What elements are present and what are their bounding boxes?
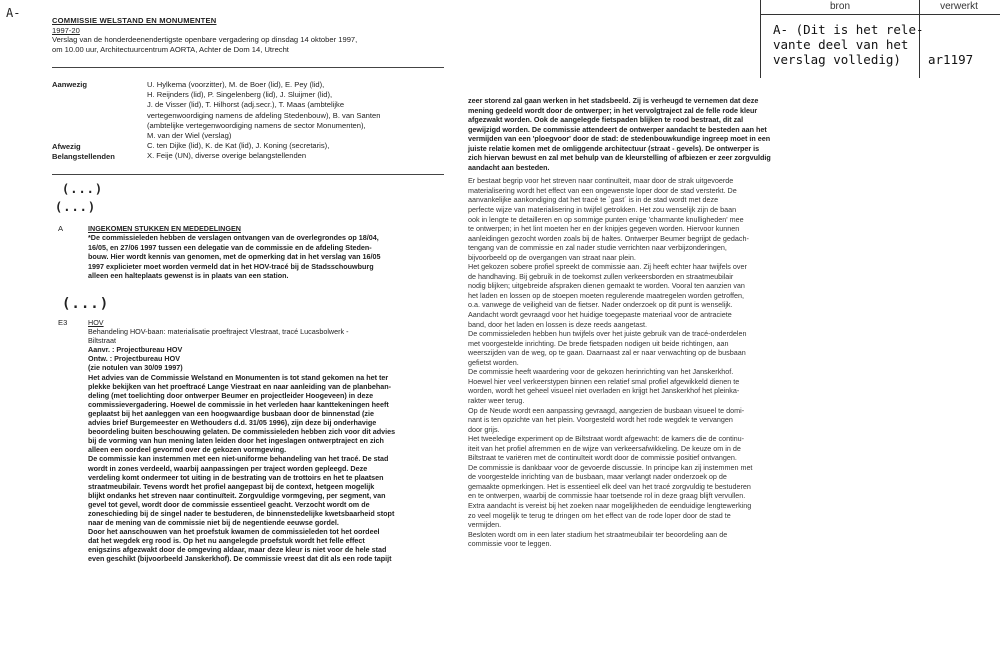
text-line: blijkt ondanks het streven naar continuïteit. Zorgvuldige vormgeving, per segment, van — [88, 490, 386, 500]
text-line: Het advies van de Commissie Welstand en Monumenten is tot stand gekomen na het ter — [88, 372, 389, 382]
right-column — [468, 96, 988, 549]
text-line: straatmeubilair. Tevens wordt het profiel aangepast bij de context, hetgeen mogelijk — [88, 481, 375, 491]
attendance-divider — [52, 174, 444, 175]
text-line: Het gekozen sobere profiel spreekt de commissie aan. Zij heeft echter haar twijfels over — [468, 262, 747, 272]
column-header-bron: bron — [761, 0, 919, 15]
text-line: worden, wordt het geheel visueel niet overladen en krijgt het Janskerkhof het pleinka- — [468, 386, 740, 396]
text-line: zeer storend zal gaan werken in het stadsbeeld. Zij is verheugd te vernemen dat deze — [468, 96, 759, 105]
section-e3-heading: HOV — [88, 318, 104, 327]
text-line: band, door het laden en lossen is deze reeds aangetast. — [468, 319, 648, 329]
header-divider — [52, 67, 444, 68]
text-line: bijvoorbeeld op de overgangen van straat naar plein. — [468, 252, 636, 262]
corner-mark: A- — [6, 6, 21, 20]
text-line: Besloten wordt om in een later stadium het straatmeubilair ter beoordeling aan de — [468, 529, 728, 539]
text-line: vermijden van een 'ploegvoor' door de stad: de stedenbouwkundige ingreep moet in een — [468, 134, 771, 144]
text-line: aanvankelijke aankondiging dat het tracé te `gast´ is in de stad wordt met deze — [468, 195, 719, 205]
stamp-note-line: verslag volledig) — [773, 52, 901, 67]
attendance-list — [147, 80, 447, 162]
text-line: het laden en lossen op de stoepen moeten regulerende maatregelen worden getroffen, — [468, 290, 744, 300]
text-line: gemaakte opmerkingen. Het is essentieel elk deel van het tracé zorgvuldig te bestuderen — [468, 481, 751, 491]
absent-line: C. ten Dijke (lid), K. de Kat (lid), J. Koning (secretaris), — [147, 141, 330, 151]
text-line: verdeling komt ondermeer tot uiting in de bestrating van de trottoirs en het te plaatsen — [88, 472, 384, 482]
text-line: gefietst worden. — [468, 357, 519, 367]
text-line: iteit van het profiel afremmen en de wijze van verkeersafwikkeling. De keuze om in de — [468, 443, 741, 453]
text-line: door grijs. — [468, 424, 500, 434]
column-verwerkt — [918, 0, 1000, 78]
text-line: ook in lengte te detailleren en op sommige punten enige 'charmante knulligheden' mee — [468, 214, 744, 224]
omission-marker: (...) — [62, 182, 104, 196]
text-line: De commissie kan instemmen met een niet-uniforme behandeling van het tracé. De stad — [88, 454, 389, 464]
text-line: Biltstraat — [88, 336, 116, 346]
text-line: commissievergadering. Hoewel de commissie in het verleden haar kanttekeningen heeft — [88, 399, 389, 409]
text-line: de handhaving. Bij gebruik in de toekomst zullen verkeersborden en straatmeubilair — [468, 271, 734, 281]
text-line: (zie notulen van 30/09 1997) — [88, 363, 183, 373]
text-line: zo veel mogelijk te terug te dringen om het effect van de rode loper door de stad te — [468, 510, 731, 520]
text-line: juiste relatie komen met de omliggende architectuur (straat - gevels). De ontwerper is — [468, 143, 760, 153]
text-line: wordt in zones verdeeld, waarbij aanpassingen per traject worden gepleegd. Deze — [88, 463, 368, 473]
text-line: aandacht aan besteden. — [468, 162, 550, 172]
text-line: Behandeling HOV-baan: materialisatie proeftraject Vlestraat, tracé Lucasbolwerk - — [88, 327, 349, 337]
omission-marker: (...) — [62, 296, 110, 312]
text-line: Biltstraat te variëren met de continuïteit wordt door de commissie positief ontvangen. — [468, 453, 737, 463]
text-line: bij de vorming van hun mening laten leiden door het ingeslagen ontwerptraject en zich — [88, 436, 384, 446]
text-line: beoordeling buiten beschouwing gelaten. De commissieleden hebben zich voor dit advies — [88, 427, 396, 437]
section-a-body — [88, 233, 448, 280]
text-line: de voorgestelde inrichting van de busbaan, maar verlangt nader onderzoek op de — [468, 472, 727, 482]
text-line: Door het aanschouwen van het proefstuk kwamen de commissieleden tot het oordeel — [88, 527, 380, 537]
omission-marker: (...) — [55, 200, 97, 214]
header-line: Verslag van de honderdeenendertigste openbare vergadering op dinsdag 14 oktober 1997, — [52, 35, 358, 45]
archive-code: ar1197 — [928, 52, 974, 67]
text-line: Extra aandacht is vereist bij het zoeken naar mogelijkheden de eenduidige lengtewerking — [468, 500, 752, 510]
text-line: bouw. Hier wordt kennis van genomen, met de opmerking dat in het verslag van 16/05 — [88, 252, 381, 262]
text-line: aanleidingen gezocht worden zoals bij de haltes. Ontwerper Beumer begrijpt de gedach- — [468, 233, 749, 243]
text-line: en te ontwerpen, waarbij de commissie haar toetsende rol in deze graag blijft vervullen. — [468, 491, 746, 501]
section-a — [88, 224, 448, 280]
text-line: geplaatst bij het aanleggen van een hoogwaardige busbaan door de binnenstad (zie — [88, 408, 374, 418]
text-line: enigszins afgezwakt door de omgeving aldaar, maar deze kleur is niet voor de hele stad — [88, 545, 387, 555]
text-line: commissie voor te leggen. — [468, 539, 552, 549]
text-line: te ontwerpen; in het lint moeten her en der knipjes gegeven worden. Hiervoor kunnen — [468, 224, 740, 234]
text-line: gevel tot gevel, wordt door de commissie essentieel geacht. Verzocht wordt om de — [88, 499, 370, 509]
label-belangstellenden: Belangstellenden — [52, 152, 115, 161]
text-line: Er bestaat begrip voor het streven naar continuïteit, maar door de strak uitgevoerde — [468, 176, 734, 186]
text-line: weerszijden van de weg, op te gaan. Daarnaast zal er naar verwachting op de busbaan — [468, 348, 746, 358]
stamp-note-line: A- (Dit is het rele- — [773, 22, 924, 37]
text-line: Op de Neude wordt een aanpassing gevraagd, aangezien de busbaan visueel te domi- — [468, 405, 745, 415]
attendee-line: U. Hylkema (voorzitter), M. de Boer (lid), E. Pey (lid), — [147, 80, 325, 89]
stamp-note-line: vante deel van het — [773, 37, 909, 52]
text-line: dat het wegdek erg rood is. Op het nu aangelegde proefstuk wordt het felle effect — [88, 536, 365, 546]
attendee-line: vertegenwoordiging namens de afdeling Stedenbouw), B. van Santen — [147, 110, 381, 120]
text-line: *De commissieleden hebben de verslagen ontvangen van de overlegrondes op 18/04, — [88, 233, 379, 243]
text-line: alleen een oordeel gevormd over de gekozen vormgeving. — [88, 445, 287, 455]
text-line: De commissieleden hebben hun twijfels over het juiste gebruik van de tracé-onderdelen — [468, 329, 747, 339]
text-line: Hoewel hier veel verkeerstypen binnen een relatief smal profiel afgewikkeld dienen te — [468, 376, 740, 386]
text-line: met voorgestelde inrichting. De brede fietspaden nodigen uit beide richtingen, aan — [468, 338, 729, 348]
attendee-line: H. Reijnders (lid), P. Singelenberg (lid), J. Sluijmer (lid), — [147, 90, 333, 100]
text-line: Ontw. : Projectbureau HOV — [88, 354, 180, 364]
column-bron — [760, 0, 924, 78]
section-e3 — [88, 318, 450, 564]
text-line: deling (met toelichting door ontwerper Beumer en projectleider Hoogeveen) in deze — [88, 390, 374, 400]
text-line: materialisering wordt het effect van een ongewenste loper door de stad versterkt. De — [468, 185, 737, 195]
column-header-verwerkt: verwerkt — [918, 0, 1000, 15]
text-line: alleen een halteplaats gewenst is in plaats van een station. — [88, 271, 289, 281]
stamp-note — [773, 22, 924, 67]
text-line: De commissie heeft waardering voor de gekozen herinrichting van het Janskerkhof. — [468, 367, 734, 377]
text-line: plekke bekijken van het proeftracé Lange Viestraat en naar aanleiding van de planbehan- — [88, 381, 392, 391]
label-aanwezig: Aanwezig — [52, 80, 88, 89]
text-line: afgezwakt worden. Ook de aangelegde fietspaden blijken te rood bestraat, dit zal — [468, 115, 744, 125]
text-line: o.a. vanwege de veiligheid van de fietser. Nader onderzoek op dit punt is wenselijk. — [468, 300, 733, 310]
section-a-letter: A — [58, 224, 64, 233]
text-line: tengang van de commissie en zal nader studie verrichten naar verbijzonderingen, — [468, 243, 727, 253]
attendee-line: (ambtelijke vertegenwoordiging namens de sector Monumenten), — [147, 120, 366, 130]
document-header — [52, 16, 452, 54]
archive-stamp-table — [760, 0, 1000, 78]
attendee-line: J. de Visser (lid), T. Hilhorst (adj.secr.), T. Maas (ambtelijke — [147, 100, 345, 110]
header-line: om 10.00 uur, Architectuurcentrum AORTA, Achter de Dom 14, Utrecht — [52, 44, 289, 54]
text-line: Aandacht wordt gevraagd voor het huidige toegepaste materiaal voor de antraciete — [468, 310, 732, 320]
text-line: 1997 explicieter moet worden vermeld dat in het HOV-tracé bij de Stadsschouwburg — [88, 261, 374, 271]
text-line: De commissie is dankbaar voor de gevoerde discussie. In principe kan zij instemmen met — [468, 462, 753, 472]
text-line: gewijzigd worden. De commissie attendeert de ontwerper aandacht te besteden aan het — [468, 124, 767, 134]
section-a-heading: INGEKOMEN STUKKEN EN MEDEDELINGEN — [88, 224, 241, 233]
text-line: zoneschieding bij de singel nader te bestuderen, de binnenstedelijke kwetsbaarheid stopt — [88, 508, 395, 518]
label-afwezig: Afwezig — [52, 142, 81, 151]
text-line: perfecte wijze van materialisering in twijfel getrokken. Het zou wenselijk zijn de baan — [468, 205, 737, 215]
text-line: advies brief Burgemeester en Wethouders d.d. 31/05 1996), zijn deze bij onderhavige — [88, 418, 377, 428]
text-line: nodig blijken; uitgebreide afspraken dienen gemaakt te worden. Vooral ten aanzien van — [468, 281, 745, 291]
text-line: mening gedeeld wordt door de ontwerper; in het vervolgtraject zal de felle rode kleur — [468, 105, 758, 115]
committee-title: COMMISSIE WELSTAND EN MONUMENTEN — [52, 16, 217, 25]
text-line: Het tweeledige experiment op de Biltstraat wordt afgewacht: de kamers die de continu- — [468, 434, 745, 444]
text-line: Aanvr. : Projectbureau HOV — [88, 345, 183, 355]
interested-line: X. Feije (UN), diverse overige belangstellenden — [147, 151, 307, 161]
text-line: naar de mening van de commissie niet bij de negentiende eeuwse gordel. — [88, 518, 339, 528]
attendee-line: M. van der Wiel (verslag) — [147, 131, 232, 141]
text-line: zich hiervan bewust en zal met behulp van de kleurstelling of afbiezen er zeer zorgvuldig — [468, 153, 771, 163]
text-line: rakter weer terug. — [468, 395, 525, 405]
report-number: 1997-20 — [52, 25, 80, 35]
text-line: nant is ten opzichte van het plein. Voorgesteld wordt het rode wegdek te vervangen — [468, 415, 733, 425]
section-e3-letter: E3 — [58, 318, 68, 327]
text-line: even geschikt (bijvoorbeeld Janskerkhof). De commissie vreest dat dit als een rode tapijt — [88, 554, 392, 564]
text-line: 16/05, en 27/06 1997 tussen een delegatie van de commissie en de afdeling Steden- — [88, 242, 372, 252]
text-line: vermijden. — [468, 520, 502, 530]
